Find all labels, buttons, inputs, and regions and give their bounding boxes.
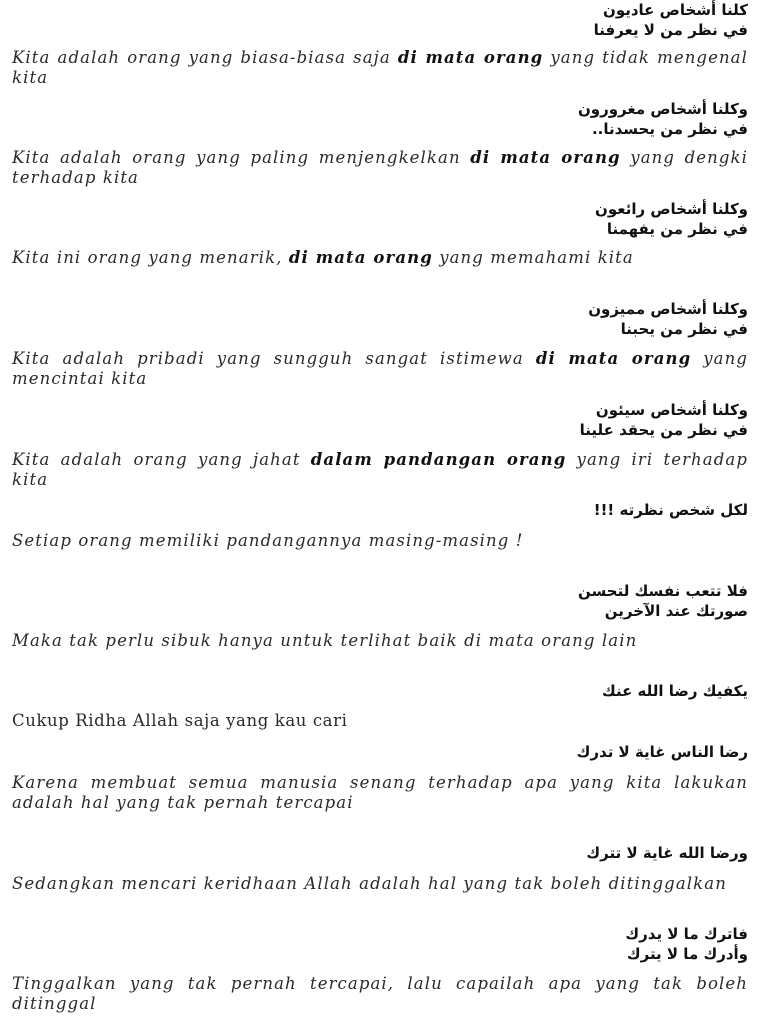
- translation-10: [12, 874, 748, 894]
- arabic-stanza-1: [12, 0, 748, 40]
- arabic-stanza-10: [12, 843, 748, 863]
- translation-9: [12, 773, 748, 813]
- translation-2: [12, 148, 748, 188]
- translation-emphasis: di mata orang: [535, 349, 692, 368]
- arabic-line: وكلنا أشخاص رائعون: [595, 200, 748, 218]
- translation-3: [12, 248, 748, 268]
- translation-emphasis: di mata orang: [397, 48, 544, 67]
- arabic-stanza-5: [12, 400, 748, 440]
- arabic-stanza-8: [12, 681, 748, 701]
- translation-5: [12, 450, 748, 490]
- arabic-line: في نظر من يحبنا: [620, 320, 748, 338]
- translation-text: Kita ini orang yang menarik,: [12, 248, 289, 267]
- arabic-line: وكلنا أشخاص مميزون: [588, 300, 748, 318]
- translation-text: yang tidak mengenal kita: [12, 48, 748, 87]
- translation-text: Cukup Ridha Allah saja yang kau cari: [12, 711, 348, 730]
- translation-text: Kita adalah orang yang jahat: [12, 450, 311, 469]
- arabic-line: صورتك عند الآخرين: [604, 602, 748, 620]
- translation-text: Setiap orang memiliki pandangannya masing-masing !: [12, 531, 524, 550]
- arabic-line: في نظر من يحقد علينا: [579, 421, 748, 439]
- translation-text: Kita adalah pribadi yang sungguh sangat istimewa: [12, 349, 536, 368]
- arabic-stanza-11: [12, 924, 748, 964]
- arabic-line: فاترك ما لا يدرك: [625, 925, 748, 943]
- arabic-line: يكفيك رضا الله عنك: [601, 682, 748, 700]
- arabic-line: في نظر من يفهمنا: [606, 220, 748, 238]
- translation-1: [12, 48, 748, 88]
- translation-text: yang mencintai kita: [12, 349, 749, 388]
- arabic-line: ورضا الله غاية لا تترك: [586, 844, 748, 862]
- translation-text: yang dengki terhadap kita: [12, 148, 748, 187]
- arabic-stanza-6: [12, 500, 748, 520]
- arabic-line: كلنا أشخاص عاديون: [603, 1, 748, 19]
- translation-8: [12, 711, 748, 731]
- translation-text: Sedangkan mencari keridhaan Allah adalah hal yang tak boleh ditinggalkan: [12, 874, 727, 893]
- translation-7: [12, 631, 748, 651]
- translation-text: Maka tak perlu sibuk hanya untuk terlihat baik di mata orang lain: [12, 631, 638, 650]
- arabic-stanza-9: [12, 742, 748, 762]
- translation-emphasis: di mata orang: [288, 248, 433, 267]
- arabic-stanza-2: [12, 99, 748, 139]
- translation-text: Kita adalah orang yang biasa-biasa saja: [12, 48, 398, 67]
- translation-text: Kita adalah orang yang paling menjengkelkan: [12, 148, 471, 167]
- arabic-line: رضا الناس غاية لا تدرك: [576, 743, 748, 761]
- translation-4: [12, 349, 748, 389]
- arabic-line: وكلنا أشخاص سيئون: [595, 401, 748, 419]
- arabic-line: وكلنا أشخاص مغرورون: [577, 100, 748, 118]
- translation-text: yang memahami kita: [432, 248, 634, 267]
- arabic-line: فلا تتعب نفسك لتحسن: [578, 582, 748, 600]
- translation-6: [12, 531, 748, 551]
- arabic-stanza-3: [12, 199, 748, 239]
- arabic-line: وأدرك ما لا يترك: [626, 945, 748, 963]
- translation-text: Tinggalkan yang tak pernah tercapai, lalu capailah apa yang tak boleh ditinggal: [12, 974, 748, 1013]
- arabic-line: لكل شخص نظرته !!!: [593, 501, 748, 519]
- translation-text: Karena membuat semua manusia senang terhadap apa yang kita lakukan adalah hal yang tak pernah tercapai: [12, 773, 748, 812]
- translation-emphasis: dalam pandangan orang: [310, 450, 567, 469]
- translation-emphasis: di mata orang: [470, 148, 621, 167]
- arabic-line: في نظر من لا يعرفنا: [593, 21, 748, 39]
- arabic-stanza-7: [12, 581, 748, 621]
- translation-text: yang iri terhadap kita: [12, 450, 748, 489]
- arabic-stanza-4: [12, 299, 748, 339]
- translation-11: [12, 974, 748, 1014]
- arabic-line: في نظر من يحسدنا..: [591, 120, 748, 138]
